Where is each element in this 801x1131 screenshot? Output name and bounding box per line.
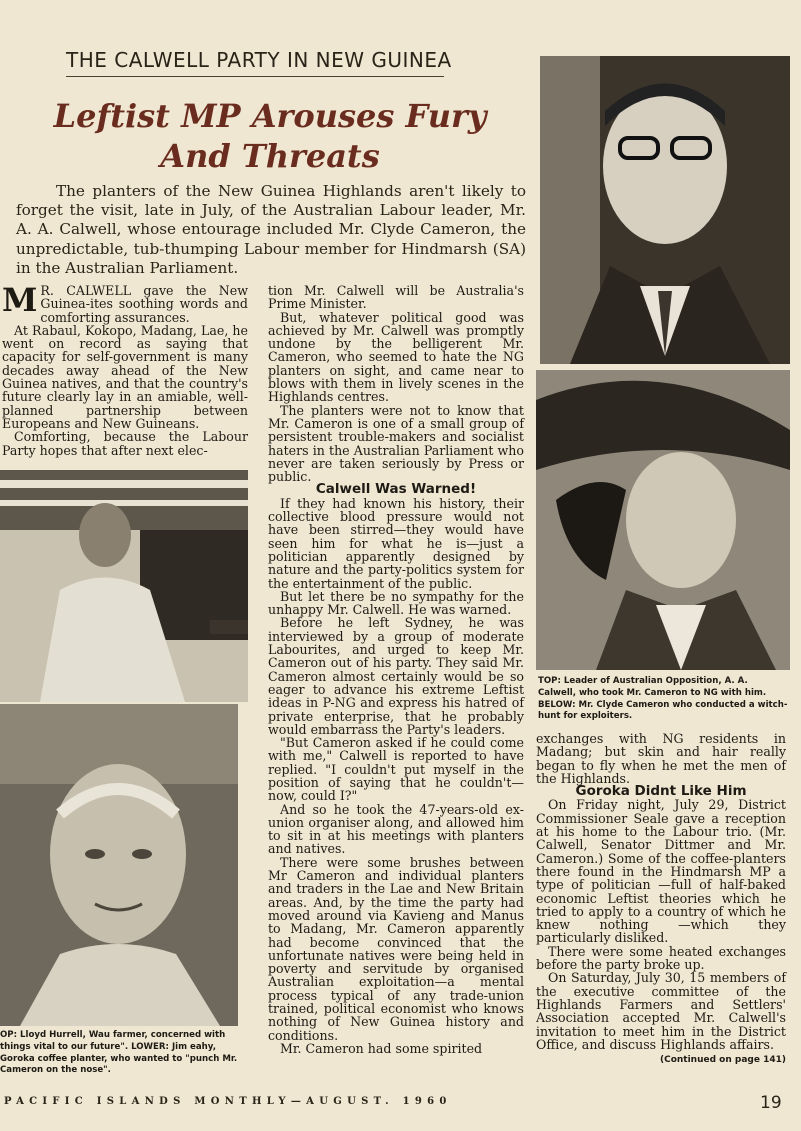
photo-cameron-image bbox=[536, 370, 790, 670]
footer: PACIFIC ISLANDS MONTHLY—AUGUST. 1960 bbox=[4, 1096, 452, 1107]
col1-para-2: At Rabaul, Kokopo, Madang, Lae, he went on record as saying that capacity for self-government is many decades away ahead of the New Guinea natives, and that the country's future clearly lay in an amiable, well-planned partnership between Europeans and New Guineans. bbox=[2, 322, 248, 431]
col3-para-2: On Friday night, July 29, District Commissioner Seale gave a reception at his home to the Labour trio. (Mr. Calwell, Senator Dittmer and Mr. Cameron.) Some of the coffee-planters there found in the Hindmarsh MP a type of politician —full of half-baked economic Leftist theories which he tried to apply to a country of which he knew nothing —which they particularly disliked. bbox=[536, 797, 786, 946]
caption-right: TOP: Leader of Australian Opposition, A. A. Calwell, who took Mr. Cameron to NG with him. BELOW: Mr. Clyde Cameron who conducted a witch-hunt for exploiters. bbox=[538, 676, 788, 722]
headline bbox=[10, 96, 530, 176]
col1-para-3: Comforting, because the Labour Party hopes that after next elec- bbox=[2, 429, 248, 458]
photo-jim-leahy-image bbox=[0, 704, 238, 1026]
standfirst-text: The planters of the New Guinea Highlands aren't likely to forget the visit, late in July, of the Australian Labour leader, Mr. A. A. Calwell, whose entourage included Mr. Clyde Cameron, the unpredictable, tub-thumping Labour member for Hindmarsh (SA) in the Australian Parliament. bbox=[16, 182, 526, 277]
drop-cap: M bbox=[2, 281, 38, 319]
column-2 bbox=[268, 284, 524, 1055]
col3-para-4: On Saturday, July 30, 15 members of the executive committee of the Highlands Farmers and Settlers' Association accepted Mr. Calwell's invitation to meet him in the District Office, and discuss Highlands affairs. bbox=[536, 970, 786, 1052]
kicker-rule bbox=[66, 76, 444, 77]
col2-para-10: Mr. Cameron had some spirited bbox=[280, 1040, 483, 1056]
kicker: THE CALWELL PARTY IN NEW GUINEA bbox=[66, 48, 452, 72]
col3-para-3: There were some heated exchanges before the party broke up. bbox=[536, 943, 786, 973]
photo-jim-leahy bbox=[0, 704, 238, 1026]
column-3 bbox=[536, 732, 786, 1067]
col2-para-8: And so he took the 47-years-old ex-union organiser along, and allowed him to sit in at his meetings with planters and natives. bbox=[268, 801, 524, 857]
photo-calwell-image bbox=[540, 56, 790, 364]
standfirst bbox=[16, 182, 526, 278]
subhead-calwell-warned: Calwell Was Warned! bbox=[315, 481, 477, 498]
col2-para-5: But let there be no sympathy for the unhappy Mr. Calwell. He was warned. bbox=[268, 588, 524, 618]
page-number: 19 bbox=[760, 1093, 782, 1113]
col2-para-1: tion Mr. Calwell will be Australia's Prime Minister. bbox=[268, 283, 524, 312]
col2-para-2: But, whatever political good was achieved by Mr. Calwell was promptly undone by the belligerent Mr. Cameron, who seemed to hate the NG planters on sight, and came near to blows with them in lively scenes in the Highlands centres. bbox=[268, 309, 524, 405]
caption-left: OP: Lloyd Hurrell, Wau farmer, concerned with things vital to our future". LOWER: Jim eahy, Goroka coffee planter, who wanted to "punch Mr. Cameron on the nose". bbox=[0, 1030, 238, 1076]
col2-para-7: "But Cameron asked if he could come with me," Calwell is reported to have replied. "I couldn't put myself in the position of saying that he couldn't—now, could I?" bbox=[268, 735, 524, 804]
photo-calwell bbox=[540, 56, 790, 364]
photo-lloyd-hurrell bbox=[0, 470, 248, 702]
subhead-goroka: Goroka Didnt Like Him bbox=[575, 783, 747, 800]
headline-line2: And Threats bbox=[160, 137, 380, 175]
col1-para-1: M R. CALWELL gave the New Guinea-ites soothing words and comforting assurances. bbox=[2, 281, 248, 325]
continued-note: (Continued on page 141) bbox=[659, 1055, 786, 1066]
photo-cameron bbox=[536, 370, 790, 670]
col2-para-3: The planters were not to know that Mr. Cameron is one of a small group of persistent trouble-makers and socialist haters in the Australian Parliament who never are taken seriously by Press or public. bbox=[268, 402, 524, 485]
photo-lloyd-hurrell-image bbox=[0, 470, 248, 702]
headline-line1: Leftist MP Arouses Fury bbox=[53, 97, 487, 135]
col2-para-6: Before he left Sydney, he was interviewed by a group of moderate Labourites, and urged to keep Mr. Cameron out of his party. They said Mr. Cameron almost certainly would be so eager to advance his extreme Leftist ideas in P-NG and express his hatred of private enterprise, that he probably would embarrass the Party's leaders. bbox=[268, 615, 524, 737]
col2-para-9: There were some brushes between Mr Cameron and individual planters and traders in the Lae and New Britain areas. And, by the time the party had moved around via Kavieng and Manus to Madang, Mr. Cameron apparently had become convinced that the unfortunate natives were being held in poverty and servitude by organised Australian exploitation—a mental process typical of any trade-union trained, political economist who knows nothing of New Guinea history and conditions. bbox=[268, 854, 524, 1043]
col2-para-4: If they had known his history, their collective blood pressure would not have been stirred—they would have seen him for what he is—just a politician apparently designed by nature and the party-politics system for the entertainment of the public. bbox=[268, 495, 524, 591]
col3-para-1: exchanges with NG residents in Madang; but skin and hair really began to fly when he met the men of the Highlands. bbox=[536, 731, 786, 786]
column-1 bbox=[2, 281, 248, 458]
